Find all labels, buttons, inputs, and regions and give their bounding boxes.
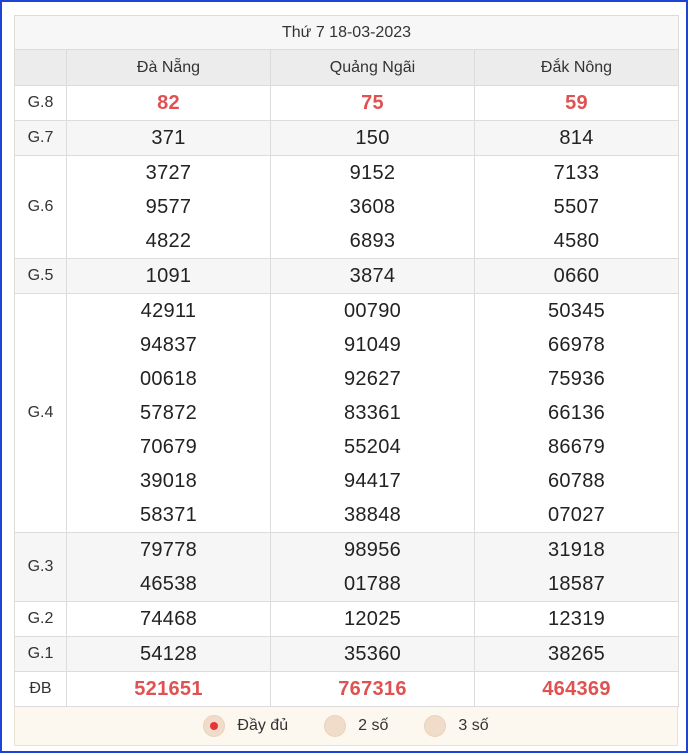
prize-cell (475, 121, 679, 156)
prize-number: 82 (157, 92, 180, 114)
filter-option-label: 2 số (358, 717, 389, 734)
prize-cell (475, 533, 679, 602)
province-name[interactable]: Đắk Nông (475, 50, 679, 86)
prize-number: 07027 (547, 504, 606, 526)
prize-number: 150 (355, 127, 390, 149)
prize-number: 50345 (547, 300, 606, 322)
prize-number: 59 (565, 92, 588, 114)
prize-number: 91049 (343, 334, 402, 356)
prize-number: 4822 (145, 230, 192, 252)
prize-number: 54128 (139, 643, 198, 665)
prize-number: 1091 (145, 265, 192, 287)
prize-row (15, 637, 679, 672)
prize-cell (271, 637, 475, 672)
filter-option-full[interactable] (203, 715, 288, 737)
prize-row (15, 294, 679, 533)
prize-number: 5507 (553, 196, 600, 218)
prize-cell (271, 121, 475, 156)
filter-option-2-digits[interactable] (324, 715, 388, 737)
prize-number: 83361 (343, 402, 402, 424)
prize-cell (475, 602, 679, 637)
lottery-results (14, 15, 678, 746)
prize-label: G.2 (15, 602, 67, 637)
prize-number: 18587 (547, 573, 606, 595)
radio-selected-icon[interactable] (203, 715, 225, 737)
prize-number: 98956 (343, 539, 402, 561)
prize-cell (67, 86, 271, 121)
prize-number: 35360 (343, 643, 402, 665)
prize-number: 371 (151, 127, 186, 149)
prize-row (15, 672, 679, 707)
prize-number: 79778 (139, 539, 198, 561)
prize-cell (271, 602, 475, 637)
radio-icon[interactable] (324, 715, 346, 737)
prize-number: 3608 (349, 196, 396, 218)
filter-option-label: 3 số (458, 717, 489, 734)
prize-number: 9152 (349, 162, 396, 184)
results-table (14, 15, 679, 707)
prize-cell (67, 294, 271, 533)
prize-number: 7133 (553, 162, 600, 184)
prize-cell (67, 156, 271, 259)
prize-label: G.6 (15, 156, 67, 259)
prize-label: G.5 (15, 259, 67, 294)
prize-number: 01788 (343, 573, 402, 595)
prize-cell (67, 121, 271, 156)
prize-label: G.4 (15, 294, 67, 533)
prize-cell (475, 86, 679, 121)
prize-cell (271, 86, 475, 121)
prize-number: 814 (559, 127, 594, 149)
prize-number: 75 (361, 92, 384, 114)
prize-label: ĐB (15, 672, 67, 707)
prize-cell (475, 672, 679, 707)
prize-number: 767316 (338, 678, 407, 700)
prize-number: 38265 (547, 643, 606, 665)
prize-cell (67, 259, 271, 294)
prize-number: 66136 (547, 402, 606, 424)
prize-number: 55204 (343, 436, 402, 458)
filter-option-label: Đầy đủ (237, 717, 289, 734)
prize-cell (475, 259, 679, 294)
prize-number: 94837 (139, 334, 198, 356)
prize-cell (271, 533, 475, 602)
prize-label: G.8 (15, 86, 67, 121)
prize-number: 92627 (343, 368, 402, 390)
prize-label: G.1 (15, 637, 67, 672)
prize-number: 57872 (139, 402, 198, 424)
prize-row (15, 533, 679, 602)
province-name[interactable]: Quảng Ngãi (271, 50, 475, 86)
digit-filter (14, 707, 678, 746)
prize-cell (67, 533, 271, 602)
prize-number: 0660 (553, 265, 600, 287)
prize-number: 6893 (349, 230, 396, 252)
draw-date: Thứ 7 18-03-2023 (15, 16, 679, 50)
prize-number: 46538 (139, 573, 198, 595)
prize-cell (271, 294, 475, 533)
prize-row (15, 156, 679, 259)
prize-cell (67, 672, 271, 707)
prize-number: 12319 (547, 608, 606, 630)
radio-icon[interactable] (424, 715, 446, 737)
prize-cell (475, 156, 679, 259)
prize-row (15, 121, 679, 156)
prize-number: 464369 (542, 678, 611, 700)
prize-cell (475, 294, 679, 533)
prize-row (15, 86, 679, 121)
prize-number: 42911 (140, 300, 197, 322)
prize-number: 66978 (547, 334, 606, 356)
prize-number: 94417 (343, 470, 402, 492)
prize-number: 9577 (145, 196, 192, 218)
prize-number: 74468 (139, 608, 198, 630)
prize-cell (271, 672, 475, 707)
prize-number: 39018 (139, 470, 198, 492)
prize-number: 38848 (343, 504, 402, 526)
prize-number: 60788 (547, 470, 606, 492)
prize-number: 58371 (139, 504, 198, 526)
header-corner (15, 50, 67, 86)
prize-cell (67, 602, 271, 637)
prize-cell (67, 637, 271, 672)
province-name[interactable]: Đà Nẵng (67, 50, 271, 86)
prize-number: 86679 (547, 436, 606, 458)
prize-number: 00618 (139, 368, 198, 390)
province-header-row (15, 50, 679, 86)
prize-cell (271, 259, 475, 294)
prize-row (15, 602, 679, 637)
prize-number: 00790 (343, 300, 402, 322)
prize-row (15, 259, 679, 294)
prize-number: 3874 (349, 265, 396, 287)
filter-option-3-digits[interactable] (424, 715, 488, 737)
prize-number: 3727 (145, 162, 192, 184)
prize-number: 31918 (547, 539, 606, 561)
prize-number: 521651 (134, 678, 203, 700)
prize-number: 12025 (343, 608, 402, 630)
date-row (15, 16, 679, 50)
prize-number: 4580 (553, 230, 600, 252)
prize-cell (271, 156, 475, 259)
prize-label: G.3 (15, 533, 67, 602)
prize-label: G.7 (15, 121, 67, 156)
prize-cell (475, 637, 679, 672)
prize-number: 75936 (547, 368, 606, 390)
prize-number: 70679 (139, 436, 198, 458)
